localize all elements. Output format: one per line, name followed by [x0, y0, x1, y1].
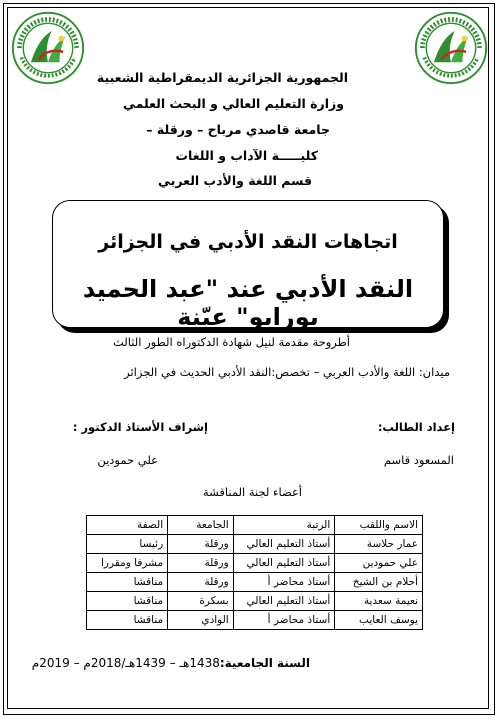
member-role: مشرفا ومقررا — [87, 554, 168, 573]
member-rank: أستاذ التعليم العالي — [233, 554, 335, 573]
member-name: علي حمودين — [335, 554, 423, 573]
thesis-subtitle: النقد الأدبي عند "عبد الحميد بورايو" عيّنة — [82, 275, 414, 331]
table-row — [87, 535, 423, 554]
header-name: الاسم واللقب — [335, 516, 423, 535]
title-box — [52, 200, 444, 331]
header-department: قسم اللغة والأدب العربي — [158, 173, 312, 188]
member-name: نعيمة سعدية — [335, 592, 423, 611]
academic-year — [32, 656, 310, 670]
header-university: جامعة قاصدي مرباح – ورقلة – — [146, 122, 330, 137]
member-university: ورقلة — [168, 573, 234, 592]
university-logo-left — [10, 10, 86, 86]
member-name: عمار حلاسة — [335, 535, 423, 554]
thesis-title: اتجاهات النقد الأدبي في الجزائر — [98, 231, 398, 253]
member-role: مناقشا — [87, 592, 168, 611]
thesis-description: أطروحة مقدمة لنيل شهادة الدكتوراه الطور الثالث — [112, 335, 350, 349]
member-rank: أستاذ محاضر أ — [233, 573, 335, 592]
header-republic: الجمهورية الجزائرية الديمقراطية الشعبية — [96, 70, 348, 85]
member-rank: أستاذ التعليم العالي — [233, 535, 335, 554]
committee-header-row — [87, 516, 423, 535]
member-university: الوادي — [168, 611, 234, 630]
supervisor-name: علي حمودين — [97, 453, 158, 467]
table-row — [87, 554, 423, 573]
committee-table — [86, 515, 423, 630]
table-row — [87, 573, 423, 592]
university-logo-right — [413, 10, 489, 86]
student-label: إعداد الطالب: — [377, 420, 455, 434]
member-university: ورقلة — [168, 554, 234, 573]
member-rank: أستاذ التعليم العالي — [233, 592, 335, 611]
supervisor-label: إشراف الأستاذ الدكتور : — [72, 420, 208, 434]
member-rank: أستاذ محاضر أ — [233, 611, 335, 630]
student-name: المسعود قاسم — [383, 453, 454, 467]
thesis-field: ميدان: اللغة والأدب العربي – تخصص:النقد الأدبي الحديث في الجزائر — [124, 365, 450, 379]
member-university: ورقلة — [168, 535, 234, 554]
member-role: رئيسا — [87, 535, 168, 554]
header-university: الجامعة — [168, 516, 234, 535]
member-name: أحلام بن الشيخ — [335, 573, 423, 592]
header-role: الصفة — [87, 516, 168, 535]
academic-year-value: 1438هـ – 1439هـ/2018م – 2019م — [31, 656, 220, 670]
table-row — [87, 592, 423, 611]
table-row — [87, 611, 423, 630]
member-name: يوسف العايب — [335, 611, 423, 630]
header-ministry: وزارة التعليم العالي و البحث العلمي — [122, 96, 344, 111]
header-rank: الرتبة — [233, 516, 335, 535]
member-role: مناقشا — [87, 611, 168, 630]
academic-year-label: السنة الجامعية: — [219, 656, 310, 670]
committee-title: أعضاء لجنة المناقشة — [202, 485, 302, 499]
header-faculty: كليـــــة الآداب و اللغات — [175, 148, 318, 163]
member-role: مناقشا — [87, 573, 168, 592]
member-university: بسكرة — [168, 592, 234, 611]
